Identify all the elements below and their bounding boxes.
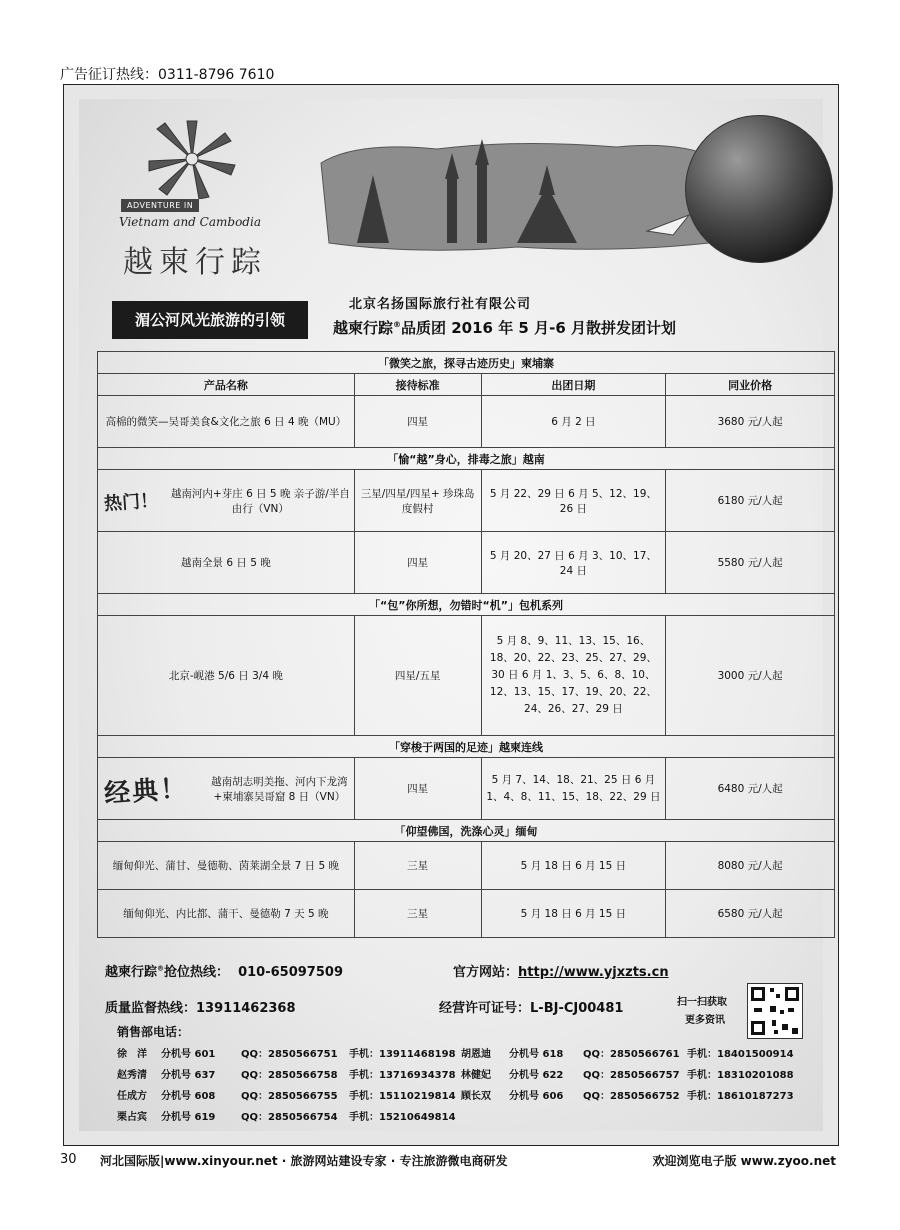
product-price: 3680 元/人起 (666, 396, 835, 448)
starburst-logo-icon (147, 119, 237, 199)
product-standard: 四星 (354, 758, 481, 820)
sales-ext: 分机号 601 (161, 1049, 216, 1060)
sales-mobile: 手机：15210649814 (349, 1112, 456, 1123)
product-dates: 5 月 20、27 日 6 月 3、10、17、24 日 (481, 532, 666, 594)
sales-mobile: 手机：18610187273 (687, 1091, 794, 1102)
quality-hotline (105, 997, 296, 1016)
sales-qq: QQ：2850566757 (583, 1070, 680, 1081)
table-row (98, 890, 835, 938)
footer-left-text: 河北国际版|www.xinyour.net · 旅游网站建设专家 · 专注旅游微电商研发 (100, 1154, 508, 1168)
logo-band-text: ADVENTURE IN (121, 199, 199, 212)
quality-label: 质量监督热线： (105, 1001, 197, 1016)
product-name: 越南全景 6 日 5 晚 (98, 532, 355, 594)
product-dates: 5 月 8、9、11、13、15、16、18、20、22、23、25、27、29、30 日 6 月 1、3、5、6、8、10、12、13、15、17、19、20、22、24、26、27、29 日 (481, 616, 666, 736)
booking-hotline (105, 961, 343, 980)
sales-ext: 分机号 618 (509, 1049, 564, 1060)
sales-ext: 分机号 637 (161, 1070, 216, 1081)
product-dates: 5 月 18 日 6 月 15 日 (481, 890, 666, 938)
sales-mobile: 手机：18401500914 (687, 1049, 794, 1060)
table-row (98, 616, 835, 736)
product-name-cell (98, 758, 355, 820)
sales-name: 顾长双 (461, 1091, 491, 1102)
product-dates: 5 月 7、14、18、21、25 日 6 月 1、4、8、11、15、18、22、29 日 (481, 758, 666, 820)
product-price: 8080 元/人起 (666, 842, 835, 890)
tour-schedule-table (97, 351, 835, 938)
sales-ext: 分机号 608 (161, 1091, 216, 1102)
table-row (98, 758, 835, 820)
logo-chinese-text: 越柬行踪 (123, 245, 267, 280)
plan-title-suffix: 品质团 2016 年 5 月-6 月散拼发团计划 (401, 319, 676, 337)
sales-qq: QQ：2850566758 (241, 1070, 338, 1081)
product-standard: 四星 (354, 396, 481, 448)
sales-qq: QQ：2850566752 (583, 1091, 680, 1102)
classic-stamp: 经典！ (103, 773, 190, 809)
company-name: 北京名扬国际旅行社有限公司 (349, 297, 532, 312)
contact-section (79, 957, 823, 1142)
section-title-cambodia: 「微笑之旅，探寻古迹历史」柬埔寨 (98, 352, 835, 374)
logo-english-text: Vietnam and Cambodia (119, 215, 261, 229)
sales-qq: QQ：2850566754 (241, 1112, 338, 1123)
header-standard: 接待标准 (354, 374, 481, 396)
product-name: 越南胡志明美拖、河内下龙湾+柬埔寨吴哥窟 8 日（VN） (211, 775, 348, 803)
product-price: 5580 元/人起 (666, 532, 835, 594)
product-standard: 三星 (354, 842, 481, 890)
product-name: 高棉的微笑—吴哥美食&文化之旅 6 日 4 晚（MU） (98, 396, 355, 448)
sales-name: 栗占宾 (117, 1112, 147, 1123)
product-price: 6180 元/人起 (666, 470, 835, 532)
hot-stamp: 热门！ (103, 489, 159, 515)
product-name-cell (98, 470, 355, 532)
product-standard: 三星/四星/四星+ 珍珠岛度假村 (354, 470, 481, 532)
product-name: 北京-岘港 5/6 日 3/4 晚 (98, 616, 355, 736)
website-label: 官方网站： (453, 965, 519, 980)
booking-label: 抢位热线： (164, 965, 230, 980)
business-license (439, 997, 623, 1016)
sales-qq: QQ：2850566761 (583, 1049, 680, 1060)
official-website (453, 961, 669, 980)
sales-name: 胡恩迪 (461, 1049, 491, 1060)
sales-mobile: 手机：15110219814 (349, 1091, 456, 1102)
product-standard: 四星/五星 (354, 616, 481, 736)
header-price: 同业价格 (666, 374, 835, 396)
license-number: L-BJ-CJ00481 (530, 1001, 624, 1016)
sales-name: 任成方 (117, 1091, 147, 1102)
table-row (98, 470, 835, 532)
product-standard: 四星 (354, 532, 481, 594)
sales-name: 徐 洋 (117, 1049, 147, 1060)
header-departure-dates: 出团日期 (481, 374, 666, 396)
section-title-vietnam-cambodia: 「穿梭于两国的足迹」越柬连线 (98, 736, 835, 758)
table-row (98, 396, 835, 448)
sales-mobile: 手机：18310201088 (687, 1070, 794, 1081)
qr-caption-line1: 扫一扫获取 (677, 997, 727, 1008)
header-product-name: 产品名称 (98, 374, 355, 396)
product-standard: 三星 (354, 890, 481, 938)
section-title-charter: 「“包”你所想，勿错时“机”」包机系列 (98, 594, 835, 616)
sales-qq: QQ：2850566751 (241, 1049, 338, 1060)
ad-hotline: 广告征订热线：0311-8796 7610 (60, 67, 275, 83)
product-name: 越南河内+芽庄 6 日 5 晚 亲子游/半自由行（VN） (170, 487, 350, 515)
table-row (98, 842, 835, 890)
panel-content (79, 99, 823, 1131)
product-dates: 5 月 22、29 日 6 月 5、12、19、26 日 (481, 470, 666, 532)
plan-title (333, 317, 676, 338)
sales-title: 销售部电话： (117, 1025, 190, 1039)
sales-ext: 分机号 606 (509, 1091, 564, 1102)
section-title-vietnam: 「愉“越”身心，排毒之旅」越南 (98, 448, 835, 470)
sales-ext: 分机号 622 (509, 1070, 564, 1081)
product-price: 6580 元/人起 (666, 890, 835, 938)
booking-label-brand: 越柬行踪 (105, 965, 158, 980)
registered-mark: ® (393, 320, 402, 329)
sales-ext: 分机号 619 (161, 1112, 216, 1123)
booking-phone: 010-65097509 (238, 965, 343, 980)
qr-code-icon (747, 983, 803, 1039)
sales-qq: QQ：2850566755 (241, 1091, 338, 1102)
website-link[interactable]: http://www.yjxzts.cn (518, 965, 669, 980)
footer-right-text: 欢迎浏览电子版 www.zyoo.net (652, 1154, 836, 1168)
product-name: 缅甸仰光、内比都、蒲干、曼德勒 7 天 5 晚 (98, 890, 355, 938)
product-price: 6480 元/人起 (666, 758, 835, 820)
globe-image (685, 115, 833, 263)
sales-mobile: 手机：13716934378 (349, 1070, 456, 1081)
landmarks-banner-image (317, 135, 717, 255)
product-dates: 6 月 2 日 (481, 396, 666, 448)
slogan-banner: 湄公河风光旅游的引领 (112, 301, 308, 339)
sales-name: 林健妃 (461, 1070, 491, 1081)
product-name: 缅甸仰光、蒲甘、曼德勒、茵莱湖全景 7 日 5 晚 (98, 842, 355, 890)
plan-title-prefix: 越柬行踪 (333, 319, 394, 337)
sales-mobile: 手机：13911468198 (349, 1049, 456, 1060)
qr-caption-line2: 更多资讯 (685, 1015, 725, 1026)
section-title-myanmar: 「仰望佛国，洗涤心灵」缅甸 (98, 820, 835, 842)
booking-registered-mark: ® (157, 964, 165, 973)
product-price: 3000 元/人起 (666, 616, 835, 736)
table-row (98, 532, 835, 594)
advertisement-panel (63, 84, 839, 1146)
page-number: 30 (60, 1152, 77, 1167)
quality-phone: 13911462368 (196, 1001, 296, 1016)
product-dates: 5 月 18 日 6 月 15 日 (481, 842, 666, 890)
brand-logo (119, 119, 289, 279)
license-label: 经营许可证号： (439, 1001, 531, 1016)
sales-name: 赵秀清 (117, 1070, 147, 1081)
